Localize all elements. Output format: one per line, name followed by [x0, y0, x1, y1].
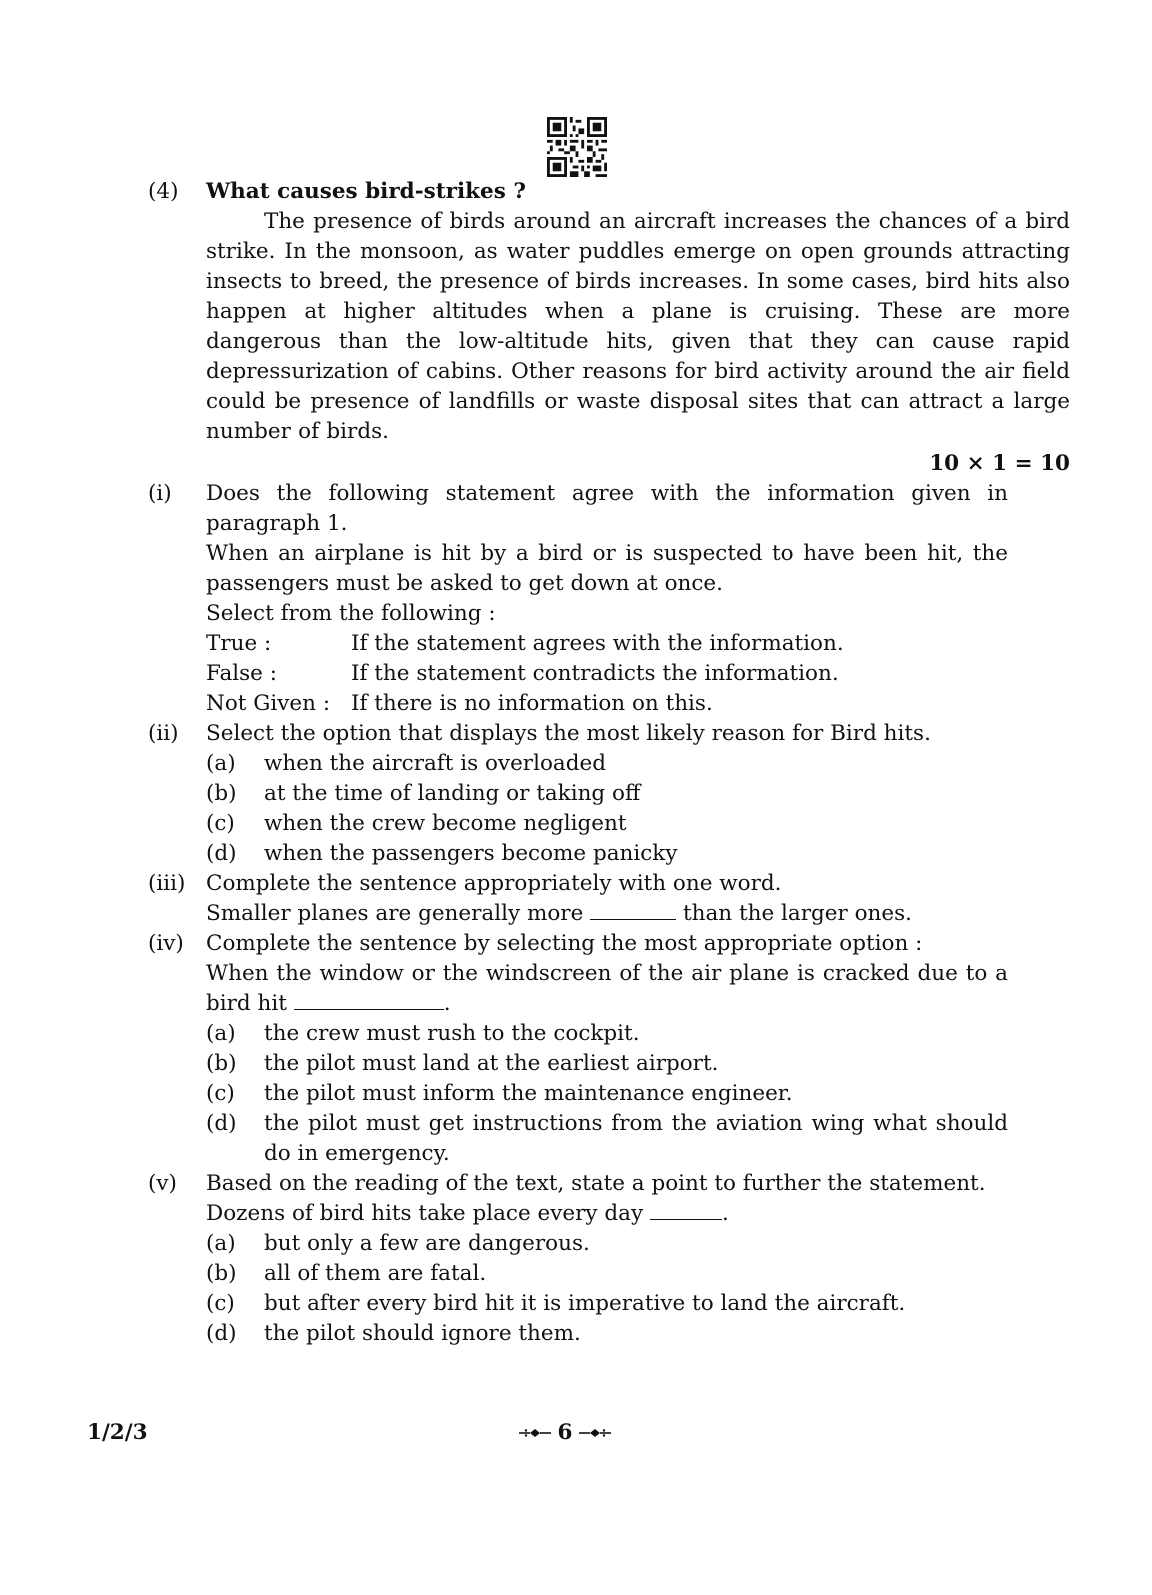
question-number: (i) — [148, 481, 172, 506]
choice-text: If the statement contradicts the information. — [351, 661, 839, 686]
choice-text: If the statement agrees with the information. — [351, 631, 844, 656]
section-number: (4) — [148, 179, 179, 204]
section-paragraph: The presence of birds around an aircraft increases the chances of a bird strike. In the monsoon, as water puddles emerge on open grounds attracting insects to breed, the presence of birds increases. In some cases, bird hits also happen at higher altitudes when a plane is cruising. These are more dangerous than the low-altitude hits, given that they can cause rapid depressurization of cabins. Other reasons for bird activity around the air field could be presence of landfills or waste disposal sites that can attract a large number of birds. — [206, 209, 1070, 444]
choice-key: True : — [206, 631, 272, 656]
choice-key: False : — [206, 661, 277, 686]
option-c: (c) when the crew become negligent — [206, 811, 627, 836]
question-3 — [148, 869, 1070, 929]
answer-blank — [590, 918, 676, 920]
section-title: What causes bird-strikes ? — [206, 179, 526, 204]
question-prompt: Complete the sentence appropriately with one word. — [206, 871, 782, 896]
section-paragraph-row — [148, 207, 1070, 447]
page-number: 6 — [557, 1420, 573, 1445]
question-prompt: Select the option that displays the most likely reason for Bird hits. — [206, 721, 931, 746]
choice-row — [206, 659, 1008, 689]
option-b: (b) the pilot must land at the earliest airport. — [206, 1051, 719, 1076]
option-d: (d) when the passengers become panicky — [206, 841, 678, 866]
question-prompt: Does the following statement agree with the information given in paragraph 1. — [206, 481, 1008, 536]
option-c: (c) but after every bird hit it is imperative to land the aircraft. — [206, 1291, 906, 1316]
question-1 — [148, 479, 1070, 719]
question-prompt: Based on the reading of the text, state a point to further the statement. — [206, 1171, 986, 1196]
question-number: (iv) — [148, 931, 184, 956]
option-c: (c) the pilot must inform the maintenance engineer. — [206, 1081, 793, 1106]
fill-sentence: Dozens of bird hits take place every day . — [206, 1201, 729, 1226]
choice-key: Not Given : — [206, 691, 331, 716]
choice-row — [206, 629, 1008, 659]
select-instruction: Select from the following : — [206, 601, 496, 626]
option-d: (d) the pilot should ignore them. — [206, 1321, 581, 1346]
option-a: (a) when the aircraft is overloaded — [206, 751, 606, 776]
fill-sentence: Smaller planes are generally more than the larger ones. — [206, 901, 912, 926]
question-number: (v) — [148, 1171, 177, 1196]
question-2 — [148, 719, 1070, 869]
question-statement: When an airplane is hit by a bird or is suspected to have been hit, the passengers must be asked to get down at once. — [206, 541, 1008, 596]
answer-blank — [650, 1218, 722, 1220]
qr-code-icon — [547, 117, 607, 177]
question-content — [148, 177, 1070, 1349]
question-5 — [148, 1169, 1070, 1349]
page-ornament-icon — [518, 1427, 552, 1439]
page-ornament-icon — [578, 1427, 612, 1439]
marks-scheme: 10 × 1 = 10 — [929, 451, 1070, 476]
option-a: (a) but only a few are dangerous. — [206, 1231, 590, 1256]
option-b: (b) at the time of landing or taking off — [206, 781, 641, 806]
choice-text: If there is no information on this. — [351, 691, 713, 716]
choice-row — [206, 689, 1008, 719]
option-d: (d) the pilot must get instructions from the aviation wing what should do in emergency. — [206, 1111, 1008, 1166]
question-4 — [148, 929, 1070, 1169]
section-header — [148, 177, 1070, 207]
paper-code: 1/2/3 — [87, 1420, 148, 1445]
question-number: (iii) — [148, 871, 186, 896]
answer-blank — [294, 1008, 444, 1010]
option-b: (b) all of them are fatal. — [206, 1261, 487, 1286]
option-a: (a) the crew must rush to the cockpit. — [206, 1021, 640, 1046]
question-prompt: Complete the sentence by selecting the most appropriate option : — [206, 931, 923, 956]
fill-sentence: When the window or the windscreen of the air plane is cracked due to a bird hit . — [206, 961, 1008, 1016]
question-number: (ii) — [148, 721, 179, 746]
page-number-footer — [505, 1420, 625, 1445]
